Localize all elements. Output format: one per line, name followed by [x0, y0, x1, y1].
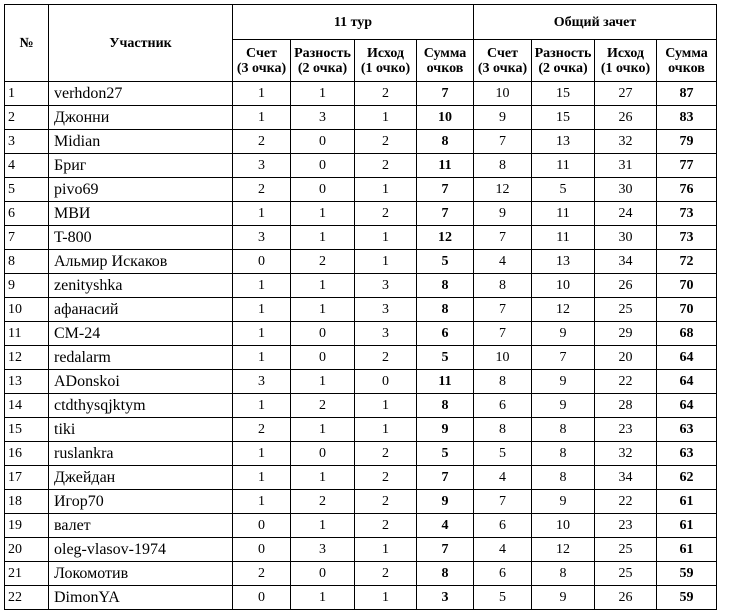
cell-overall-outcome: 23 — [595, 514, 657, 538]
cell-overall-score: 7 — [474, 130, 532, 154]
cell-overall-score: 7 — [474, 298, 532, 322]
cell-round-sum: 7 — [417, 202, 474, 226]
cell-overall-outcome: 30 — [595, 178, 657, 202]
table-row — [5, 490, 717, 514]
cell-round-sum: 8 — [417, 130, 474, 154]
cell-round-sum: 7 — [417, 82, 474, 106]
cell-participant-name: T-800 — [49, 226, 233, 250]
cell-rank: 18 — [5, 490, 49, 514]
cell-overall-score: 8 — [474, 274, 532, 298]
cell-rank: 2 — [5, 106, 49, 130]
cell-rank: 19 — [5, 514, 49, 538]
cell-participant-name: МВИ — [49, 202, 233, 226]
table-header — [5, 5, 717, 82]
cell-overall-outcome: 26 — [595, 274, 657, 298]
cell-round-score: 1 — [233, 202, 291, 226]
cell-round-outcome: 2 — [355, 82, 417, 106]
standings-table — [4, 4, 717, 610]
cell-overall-outcome: 34 — [595, 250, 657, 274]
table-row — [5, 394, 717, 418]
cell-round-diff: 1 — [291, 418, 355, 442]
cell-rank: 13 — [5, 370, 49, 394]
cell-round-outcome: 2 — [355, 442, 417, 466]
cell-round-sum: 11 — [417, 154, 474, 178]
cell-rank: 3 — [5, 130, 49, 154]
header-line: (1 очко) — [600, 60, 651, 76]
table-row — [5, 250, 717, 274]
cell-overall-sum: 64 — [657, 346, 717, 370]
cell-overall-sum: 72 — [657, 250, 717, 274]
cell-rank: 21 — [5, 562, 49, 586]
cell-participant-name: Джейдан — [49, 466, 233, 490]
header-line: Исход — [606, 45, 645, 61]
cell-round-sum: 7 — [417, 538, 474, 562]
cell-overall-diff: 9 — [532, 370, 595, 394]
cell-overall-sum: 76 — [657, 178, 717, 202]
cell-participant-name: Игор70 — [49, 490, 233, 514]
cell-overall-sum: 63 — [657, 442, 717, 466]
cell-overall-score: 12 — [474, 178, 532, 202]
cell-round-diff: 1 — [291, 586, 355, 610]
cell-participant-name: CM-24 — [49, 322, 233, 346]
cell-rank: 14 — [5, 394, 49, 418]
cell-round-diff: 0 — [291, 154, 355, 178]
cell-round-diff: 3 — [291, 106, 355, 130]
cell-overall-sum: 59 — [657, 562, 717, 586]
cell-round-diff: 0 — [291, 178, 355, 202]
cell-overall-diff: 12 — [532, 298, 595, 322]
cell-rank: 6 — [5, 202, 49, 226]
cell-round-sum: 8 — [417, 394, 474, 418]
cell-overall-sum: 73 — [657, 202, 717, 226]
header-line: (3 очка) — [477, 60, 528, 76]
cell-overall-score: 7 — [474, 490, 532, 514]
cell-overall-score: 8 — [474, 154, 532, 178]
cell-participant-name: redalarm — [49, 346, 233, 370]
cell-overall-diff: 11 — [532, 226, 595, 250]
cell-rank: 5 — [5, 178, 49, 202]
cell-participant-name: zenityshka — [49, 274, 233, 298]
table-row — [5, 418, 717, 442]
cell-rank: 1 — [5, 82, 49, 106]
cell-round-sum: 6 — [417, 322, 474, 346]
cell-round-outcome: 1 — [355, 418, 417, 442]
cell-overall-outcome: 25 — [595, 538, 657, 562]
cell-overall-outcome: 28 — [595, 394, 657, 418]
cell-round-sum: 9 — [417, 418, 474, 442]
cell-overall-outcome: 32 — [595, 130, 657, 154]
cell-participant-name: афанасий — [49, 298, 233, 322]
cell-round-score: 1 — [233, 298, 291, 322]
cell-round-outcome: 2 — [355, 562, 417, 586]
cell-overall-outcome: 26 — [595, 586, 657, 610]
cell-round-diff: 0 — [291, 346, 355, 370]
cell-overall-diff: 10 — [532, 274, 595, 298]
header-line: Сумма — [665, 45, 708, 61]
cell-round-score: 0 — [233, 250, 291, 274]
cell-round-score: 2 — [233, 130, 291, 154]
cell-overall-score: 4 — [474, 250, 532, 274]
table-row — [5, 154, 717, 178]
cell-overall-score: 10 — [474, 82, 532, 106]
cell-overall-diff: 13 — [532, 250, 595, 274]
cell-rank: 8 — [5, 250, 49, 274]
header-line: Разность — [534, 45, 592, 61]
cell-round-diff: 2 — [291, 394, 355, 418]
cell-rank: 4 — [5, 154, 49, 178]
cell-overall-outcome: 25 — [595, 562, 657, 586]
cell-overall-sum: 83 — [657, 106, 717, 130]
cell-round-score: 1 — [233, 490, 291, 514]
cell-overall-score: 9 — [474, 106, 532, 130]
cell-round-outcome: 2 — [355, 154, 417, 178]
table-row — [5, 538, 717, 562]
header-num: № — [5, 5, 49, 82]
cell-overall-score: 4 — [474, 466, 532, 490]
cell-overall-outcome: 25 — [595, 298, 657, 322]
header-overall-diff — [532, 40, 595, 82]
cell-round-score: 3 — [233, 226, 291, 250]
cell-round-diff: 3 — [291, 538, 355, 562]
cell-round-outcome: 1 — [355, 538, 417, 562]
header-line: (1 очко) — [360, 60, 411, 76]
cell-round-diff: 0 — [291, 322, 355, 346]
cell-overall-diff: 12 — [532, 538, 595, 562]
cell-round-score: 2 — [233, 418, 291, 442]
cell-overall-diff: 11 — [532, 202, 595, 226]
table-row — [5, 586, 717, 610]
cell-rank: 7 — [5, 226, 49, 250]
cell-participant-name: Альмир Искаков — [49, 250, 233, 274]
header-line: (2 очка) — [538, 60, 588, 76]
cell-overall-outcome: 24 — [595, 202, 657, 226]
cell-participant-name: валет — [49, 514, 233, 538]
cell-round-outcome: 2 — [355, 130, 417, 154]
table-row — [5, 322, 717, 346]
cell-round-score: 1 — [233, 322, 291, 346]
cell-round-sum: 8 — [417, 562, 474, 586]
cell-overall-sum: 68 — [657, 322, 717, 346]
table-row — [5, 226, 717, 250]
cell-round-score: 1 — [233, 394, 291, 418]
cell-overall-diff: 10 — [532, 514, 595, 538]
cell-round-outcome: 2 — [355, 202, 417, 226]
table-row — [5, 106, 717, 130]
cell-overall-diff: 13 — [532, 130, 595, 154]
cell-round-sum: 12 — [417, 226, 474, 250]
cell-rank: 11 — [5, 322, 49, 346]
cell-overall-diff: 5 — [532, 178, 595, 202]
cell-round-score: 1 — [233, 106, 291, 130]
cell-overall-diff: 8 — [532, 466, 595, 490]
cell-overall-diff: 8 — [532, 442, 595, 466]
cell-overall-score: 7 — [474, 322, 532, 346]
cell-participant-name: ctdthysqjktym — [49, 394, 233, 418]
cell-round-outcome: 2 — [355, 346, 417, 370]
cell-round-outcome: 1 — [355, 106, 417, 130]
cell-overall-outcome: 32 — [595, 442, 657, 466]
cell-rank: 17 — [5, 466, 49, 490]
cell-participant-name: tiki — [49, 418, 233, 442]
cell-rank: 16 — [5, 442, 49, 466]
cell-rank: 20 — [5, 538, 49, 562]
cell-overall-diff: 9 — [532, 394, 595, 418]
cell-participant-name: Бриг — [49, 154, 233, 178]
cell-overall-score: 7 — [474, 226, 532, 250]
cell-participant-name: Локомотив — [49, 562, 233, 586]
cell-round-outcome: 3 — [355, 298, 417, 322]
cell-round-score: 3 — [233, 370, 291, 394]
cell-round-outcome: 2 — [355, 490, 417, 514]
cell-overall-sum: 77 — [657, 154, 717, 178]
cell-round-score: 1 — [233, 274, 291, 298]
cell-overall-sum: 61 — [657, 514, 717, 538]
cell-round-sum: 9 — [417, 490, 474, 514]
header-line: очков — [426, 60, 464, 76]
table-row — [5, 82, 717, 106]
cell-overall-outcome: 26 — [595, 106, 657, 130]
cell-round-score: 1 — [233, 466, 291, 490]
cell-participant-name: ADonskoi — [49, 370, 233, 394]
cell-participant-name: verhdon27 — [49, 82, 233, 106]
cell-overall-sum: 64 — [657, 370, 717, 394]
cell-round-outcome: 1 — [355, 394, 417, 418]
cell-round-score: 0 — [233, 538, 291, 562]
cell-overall-score: 8 — [474, 370, 532, 394]
cell-participant-name: pivo69 — [49, 178, 233, 202]
table-row — [5, 514, 717, 538]
cell-overall-outcome: 34 — [595, 466, 657, 490]
cell-round-outcome: 1 — [355, 586, 417, 610]
table-row — [5, 202, 717, 226]
cell-round-outcome: 1 — [355, 226, 417, 250]
cell-rank: 22 — [5, 586, 49, 610]
cell-overall-score: 8 — [474, 418, 532, 442]
cell-round-sum: 7 — [417, 178, 474, 202]
cell-participant-name: Midian — [49, 130, 233, 154]
cell-overall-diff: 9 — [532, 586, 595, 610]
cell-round-sum: 11 — [417, 370, 474, 394]
cell-round-diff: 1 — [291, 226, 355, 250]
cell-overall-sum: 87 — [657, 82, 717, 106]
cell-round-score: 2 — [233, 178, 291, 202]
header-line: Разность — [294, 45, 351, 61]
cell-round-diff: 2 — [291, 250, 355, 274]
table-row — [5, 298, 717, 322]
cell-overall-sum: 79 — [657, 130, 717, 154]
header-line: очков — [668, 60, 705, 76]
cell-rank: 10 — [5, 298, 49, 322]
cell-round-sum: 5 — [417, 346, 474, 370]
cell-overall-score: 9 — [474, 202, 532, 226]
header-overall-score — [474, 40, 532, 82]
cell-round-diff: 1 — [291, 514, 355, 538]
header-line: Счет — [246, 45, 277, 61]
header-round: 11 тур — [233, 5, 474, 40]
table-row — [5, 562, 717, 586]
cell-round-sum: 8 — [417, 274, 474, 298]
table-row — [5, 274, 717, 298]
cell-round-sum: 7 — [417, 466, 474, 490]
cell-overall-sum: 64 — [657, 394, 717, 418]
cell-overall-diff: 15 — [532, 82, 595, 106]
cell-round-sum: 5 — [417, 442, 474, 466]
table-row — [5, 466, 717, 490]
cell-round-sum: 10 — [417, 106, 474, 130]
cell-participant-name: Джонни — [49, 106, 233, 130]
header-round-diff — [291, 40, 355, 82]
cell-rank: 12 — [5, 346, 49, 370]
table-row — [5, 178, 717, 202]
header-line: Сумма — [423, 45, 467, 61]
header-participant: Участник — [49, 5, 233, 82]
cell-round-outcome: 1 — [355, 250, 417, 274]
header-round-sum — [417, 40, 474, 82]
header-overall: Общий зачет — [474, 5, 717, 40]
cell-participant-name: DimonYA — [49, 586, 233, 610]
cell-overall-sum: 73 — [657, 226, 717, 250]
header-overall-outcome — [595, 40, 657, 82]
cell-overall-sum: 61 — [657, 490, 717, 514]
cell-overall-score: 6 — [474, 514, 532, 538]
cell-overall-sum: 61 — [657, 538, 717, 562]
cell-overall-diff: 8 — [532, 562, 595, 586]
cell-round-outcome: 3 — [355, 322, 417, 346]
cell-overall-score: 6 — [474, 394, 532, 418]
cell-round-sum: 8 — [417, 298, 474, 322]
cell-overall-outcome: 22 — [595, 490, 657, 514]
cell-overall-score: 10 — [474, 346, 532, 370]
cell-overall-score: 4 — [474, 538, 532, 562]
cell-participant-name: oleg-vlasov-1974 — [49, 538, 233, 562]
table-row — [5, 370, 717, 394]
header-round-score — [233, 40, 291, 82]
cell-round-score: 0 — [233, 586, 291, 610]
cell-round-diff: 1 — [291, 298, 355, 322]
cell-rank: 9 — [5, 274, 49, 298]
cell-overall-diff: 15 — [532, 106, 595, 130]
cell-round-outcome: 2 — [355, 466, 417, 490]
header-line: (2 очка) — [297, 60, 348, 76]
cell-overall-diff: 9 — [532, 322, 595, 346]
cell-round-sum: 3 — [417, 586, 474, 610]
cell-round-outcome: 1 — [355, 178, 417, 202]
header-overall-sum — [657, 40, 717, 82]
table-row — [5, 442, 717, 466]
cell-round-diff: 0 — [291, 442, 355, 466]
cell-overall-outcome: 22 — [595, 370, 657, 394]
cell-rank: 15 — [5, 418, 49, 442]
cell-round-sum: 4 — [417, 514, 474, 538]
cell-overall-outcome: 30 — [595, 226, 657, 250]
header-line: Исход — [366, 45, 405, 61]
table-row — [5, 130, 717, 154]
cell-round-diff: 1 — [291, 82, 355, 106]
cell-overall-outcome: 31 — [595, 154, 657, 178]
header-line: Счет — [487, 45, 518, 61]
cell-overall-outcome: 27 — [595, 82, 657, 106]
cell-round-outcome: 3 — [355, 274, 417, 298]
cell-round-diff: 0 — [291, 562, 355, 586]
cell-overall-outcome: 23 — [595, 418, 657, 442]
cell-overall-diff: 9 — [532, 490, 595, 514]
cell-overall-outcome: 20 — [595, 346, 657, 370]
cell-overall-sum: 70 — [657, 274, 717, 298]
cell-round-diff: 1 — [291, 466, 355, 490]
cell-overall-sum: 63 — [657, 418, 717, 442]
cell-overall-score: 5 — [474, 442, 532, 466]
cell-round-outcome: 2 — [355, 514, 417, 538]
cell-round-diff: 1 — [291, 202, 355, 226]
cell-overall-sum: 62 — [657, 466, 717, 490]
cell-round-score: 1 — [233, 346, 291, 370]
header-round-outcome — [355, 40, 417, 82]
cell-overall-score: 5 — [474, 586, 532, 610]
table-body — [5, 82, 717, 610]
cell-round-diff: 2 — [291, 490, 355, 514]
cell-round-diff: 0 — [291, 130, 355, 154]
header-line: (3 очка) — [236, 60, 287, 76]
cell-overall-diff: 7 — [532, 346, 595, 370]
cell-round-score: 3 — [233, 154, 291, 178]
cell-round-score: 0 — [233, 514, 291, 538]
cell-participant-name: ruslankra — [49, 442, 233, 466]
cell-round-sum: 5 — [417, 250, 474, 274]
cell-overall-sum: 70 — [657, 298, 717, 322]
table-row — [5, 346, 717, 370]
cell-overall-diff: 8 — [532, 418, 595, 442]
cell-overall-score: 6 — [474, 562, 532, 586]
cell-round-diff: 1 — [291, 370, 355, 394]
cell-overall-diff: 11 — [532, 154, 595, 178]
cell-overall-outcome: 29 — [595, 322, 657, 346]
cell-round-outcome: 0 — [355, 370, 417, 394]
cell-round-score: 2 — [233, 562, 291, 586]
cell-overall-sum: 59 — [657, 586, 717, 610]
cell-round-diff: 1 — [291, 274, 355, 298]
cell-round-score: 1 — [233, 442, 291, 466]
cell-round-score: 1 — [233, 82, 291, 106]
